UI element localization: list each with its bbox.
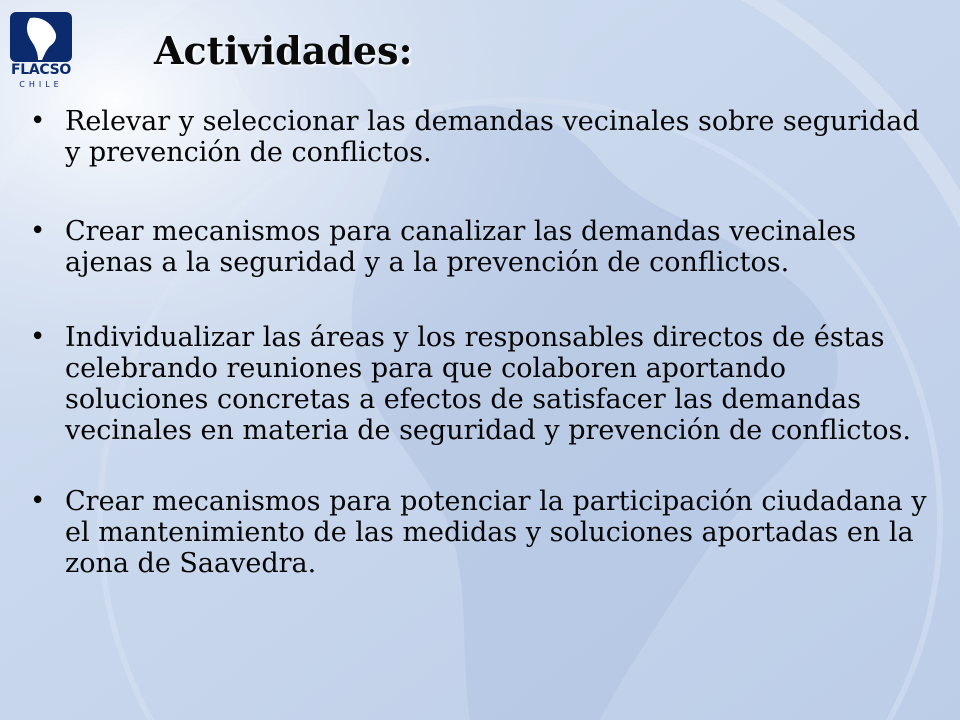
bullet-dot-icon: • <box>30 216 46 246</box>
slide-title: Actividades: <box>154 28 413 73</box>
bullet-dot-icon: • <box>30 106 46 136</box>
logo-name: FLACSO <box>10 62 72 78</box>
bullet-dot-icon: • <box>30 486 46 516</box>
bullet-text: Crear mecanismos para potenciar la participación ciudadana y el mantenimiento de las medidas y soluciones aportadas en la zona de Saavedra. <box>65 486 927 579</box>
flacso-logo <box>6 10 76 92</box>
bullet-text: Relevar y seleccionar las demandas vecinales sobre seguridad y prevención de conflictos. <box>65 106 920 168</box>
bullet-list <box>30 106 930 617</box>
logo-sub: CHILE <box>19 80 63 89</box>
bullet-item <box>30 486 930 579</box>
bullet-text: Crear mecanismos para canalizar las demandas vecinales ajenas a la seguridad y a la prevención de conflictos. <box>65 216 857 278</box>
south-america-logo-icon <box>6 10 76 62</box>
bullet-item <box>30 106 930 168</box>
bullet-text: Individualizar las áreas y los responsables directos de éstas celebrando reuniones para que colaboren aportando soluciones concretas a efectos de satisfacer las demandas vecinales en materia de seguridad y prevención de conflictos. <box>65 322 911 446</box>
bullet-item <box>30 216 930 278</box>
bullet-dot-icon: • <box>30 322 46 352</box>
bullet-item <box>30 322 930 446</box>
